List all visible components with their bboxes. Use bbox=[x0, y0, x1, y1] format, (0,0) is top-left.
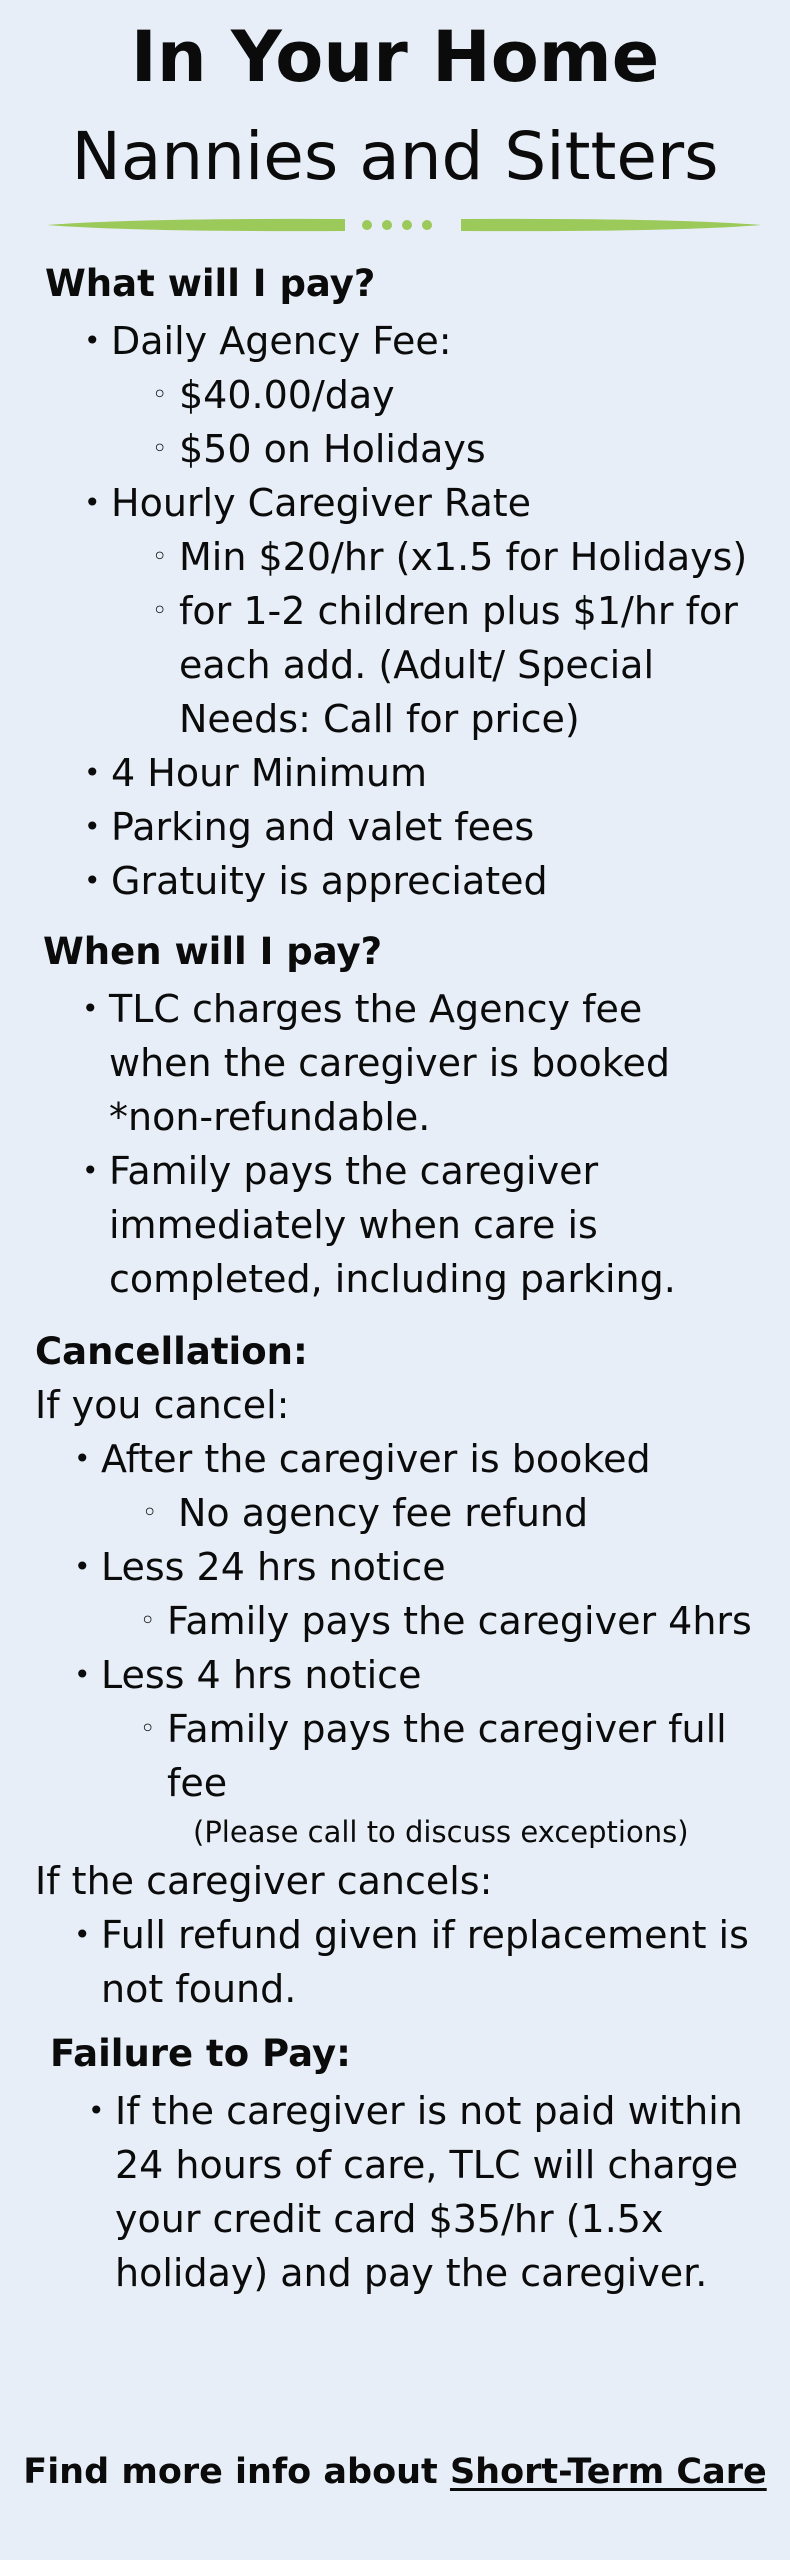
sub-bullet-icon: ◦ bbox=[140, 1606, 156, 1636]
list-item bbox=[140, 1594, 787, 1648]
bullet-icon: • bbox=[84, 810, 101, 843]
divider-dot bbox=[382, 220, 392, 230]
section-heading-cancellation: Cancellation: bbox=[35, 1330, 308, 1373]
list-item bbox=[140, 1702, 737, 1810]
agency-fee-label: Daily Agency Fee: bbox=[111, 319, 452, 363]
list-item bbox=[152, 422, 759, 476]
bullet-icon: • bbox=[84, 864, 101, 897]
list-item bbox=[74, 1648, 741, 1702]
sub-bullet-icon: ◦ bbox=[152, 596, 168, 626]
bullet-icon: • bbox=[84, 324, 101, 357]
hourly-min: Min $20/hr (x1.5 for Holidays) bbox=[179, 535, 748, 579]
list-item bbox=[84, 746, 751, 800]
agency-fee-day: $40.00/day bbox=[179, 373, 395, 417]
minimum-hours: 4 Hour Minimum bbox=[111, 751, 427, 795]
list-item bbox=[84, 314, 751, 368]
sub-bullet-icon: ◦ bbox=[152, 434, 168, 464]
list-item bbox=[152, 368, 759, 422]
list-item bbox=[82, 1144, 709, 1306]
failure-text: If the caregiver is not paid within 24 hours of care, TLC will charge your credit card $35/hr (1.5x holiday) and pay the caregiver. bbox=[115, 2089, 743, 2295]
agency-charge-text: TLC charges the Agency fee when the caregiver is booked *non-refundable. bbox=[109, 987, 670, 1139]
short-term-care-link[interactable]: Short-Term Care bbox=[449, 2452, 767, 2492]
section-heading-failure: Failure to Pay: bbox=[50, 2032, 351, 2075]
page-subtitle: Nannies and Sitters bbox=[71, 118, 719, 195]
list-item bbox=[142, 1486, 738, 1540]
parking-fees: Parking and valet fees bbox=[111, 805, 535, 849]
divider-dot bbox=[422, 220, 432, 230]
family-pays-text: Family pays the caregiver immediately when care is completed, including parking. bbox=[109, 1149, 676, 1301]
list-item bbox=[74, 1540, 741, 1594]
page-title: In Your Home bbox=[130, 16, 660, 98]
sub-bullet-icon: ◦ bbox=[142, 1498, 158, 1528]
sub-bullet-icon: ◦ bbox=[152, 542, 168, 572]
if-caregiver-cancels-label: If the caregiver cancels: bbox=[35, 1859, 493, 1903]
list-item bbox=[74, 1908, 751, 2016]
sub-bullet-icon: ◦ bbox=[140, 1714, 156, 1744]
bullet-icon: • bbox=[88, 2094, 105, 2127]
bullet-icon: • bbox=[74, 1918, 91, 1951]
no-refund-text: No agency fee refund bbox=[178, 1491, 589, 1535]
agency-fee-holiday: $50 on Holidays bbox=[179, 427, 486, 471]
section-heading-when: When will I pay? bbox=[43, 930, 383, 973]
less-24-text: Less 24 hrs notice bbox=[101, 1545, 446, 1589]
list-item bbox=[84, 800, 751, 854]
list-item bbox=[82, 982, 709, 1144]
divider-right-bar bbox=[461, 219, 761, 231]
exceptions-note: (Please call to discuss exceptions) bbox=[193, 1815, 689, 1849]
after-booked-text: After the caregiver is booked bbox=[101, 1437, 651, 1481]
bullet-icon: • bbox=[74, 1658, 91, 1691]
bullet-icon: • bbox=[82, 992, 99, 1025]
full-refund-text: Full refund given if replacement is not found. bbox=[101, 1913, 749, 2011]
divider-dot bbox=[362, 220, 372, 230]
hourly-rate-label: Hourly Caregiver Rate bbox=[111, 481, 532, 525]
divider-dot bbox=[402, 220, 412, 230]
list-item bbox=[84, 854, 751, 908]
list-item bbox=[152, 530, 779, 584]
divider-left-bar bbox=[47, 219, 345, 231]
if-you-cancel-label: If you cancel: bbox=[35, 1383, 290, 1427]
list-item bbox=[152, 584, 744, 746]
footer bbox=[0, 2448, 790, 2496]
pays-full-text: Family pays the caregiver full fee bbox=[167, 1707, 727, 1805]
footer-text: Find more info about bbox=[23, 2452, 450, 2492]
decorative-divider bbox=[45, 214, 763, 236]
section-heading-pay: What will I pay? bbox=[45, 262, 376, 305]
list-item bbox=[74, 1432, 741, 1486]
bullet-icon: • bbox=[82, 1154, 99, 1187]
list-item bbox=[88, 2084, 745, 2300]
bullet-icon: • bbox=[84, 486, 101, 519]
bullet-icon: • bbox=[74, 1442, 91, 1475]
bullet-icon: • bbox=[84, 756, 101, 789]
sub-bullet-icon: ◦ bbox=[152, 380, 168, 410]
pays-4hrs-text: Family pays the caregiver 4hrs bbox=[167, 1599, 752, 1643]
hourly-children: for 1-2 children plus $1/hr for each add. (Adult/ Special Needs: Call for price) bbox=[179, 589, 738, 741]
gratuity: Gratuity is appreciated bbox=[111, 859, 548, 903]
bullet-icon: • bbox=[74, 1550, 91, 1583]
list-item bbox=[84, 476, 751, 530]
less-4-text: Less 4 hrs notice bbox=[101, 1653, 422, 1697]
